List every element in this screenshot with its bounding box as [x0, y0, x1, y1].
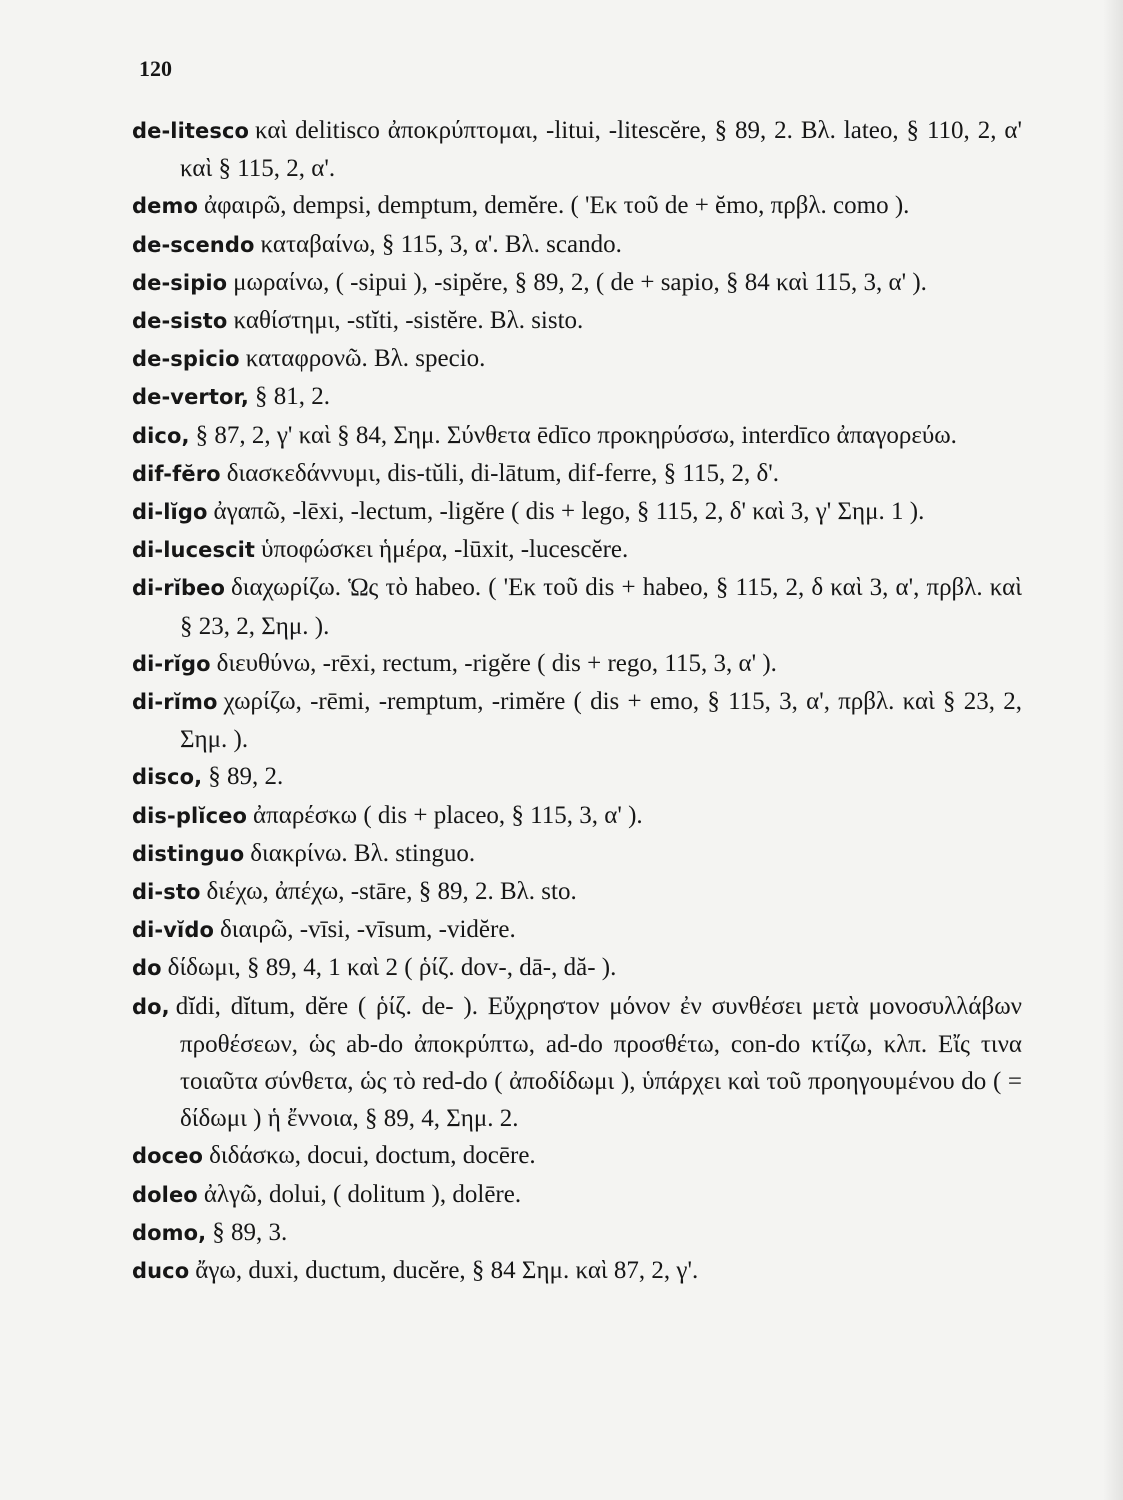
entry-text: καθίστημι, -stĭti, -sistĕre. Βλ. sisto.: [233, 307, 584, 335]
entry-duco: [132, 1252, 1022, 1290]
entry-text: ὑποφώσκει ἡμέρα, -lūxit, -lucescĕre.: [261, 536, 629, 564]
entry-di-rimo: [132, 683, 1022, 758]
entry-de-sisto: [132, 302, 1022, 340]
entry-headword: dis-plĭceo: [132, 803, 247, 828]
entry-text: § 89, 3.: [212, 1218, 288, 1246]
entry-distinguo: [132, 835, 1022, 873]
entry-text: μωραίνω, ( -sipui ), -sipĕre, § 89, 2, ( de + sapio, § 84 καὶ 115, 3, α' ).: [233, 268, 927, 296]
entry-headword: di-sto: [132, 880, 201, 905]
entry-text: δίδωμι, § 89, 4, 1 καὶ 2 ( ῥίζ. dov-, dā-, dă- ).: [167, 954, 617, 982]
entry-headword: di-lucescit: [132, 538, 256, 563]
entry-text: διέχω, ἀπέχω, -stāre, § 89, 2. Βλ. sto.: [206, 878, 577, 906]
entry-text: ἀπαρέσκω ( dis + placeo, § 115, 3, α' ).: [253, 801, 643, 829]
entry-text: χωρίζω, -rēmi, -remptum, -rimĕre ( dis + emo, § 115, 3, α', πρβλ. καὶ § 23, 2, Σημ. ).: [180, 688, 1022, 754]
entry-headword: dif-fĕro: [132, 461, 221, 486]
entry-text: ἄγω, duxi, ductum, ducĕre, § 84 Σημ. καὶ 87, 2, γ'.: [195, 1257, 699, 1285]
entry-headword: disco,: [132, 765, 203, 790]
entry-text: καταβαίνω, § 115, 3, α'. Βλ. scando.: [260, 230, 622, 258]
entry-headword: dico,: [132, 423, 190, 448]
page-edge-shadow: [1103, 0, 1123, 1500]
entry-dis-pliceo: [132, 797, 1022, 835]
entry-do-1: [132, 949, 1022, 987]
entry-text: διευθύνω, -rēxi, rectum, -rigĕre ( dis + rego, 115, 3, α' ).: [216, 649, 777, 677]
entry-di-rigo: [132, 645, 1022, 683]
entry-text: διδάσκω, docui, doctum, docēre.: [209, 1142, 536, 1170]
entry-di-ligo: [132, 493, 1022, 531]
entry-text: § 87, 2, γ' καὶ § 84, Σημ. Σύνθετα ēdīco προκηρύσσω, interdīco ἀπαγορεύω.: [195, 421, 957, 449]
entry-headword: demo: [132, 194, 198, 219]
entry-headword: di-rĭgo: [132, 651, 211, 676]
entry-headword: de-sisto: [132, 309, 228, 334]
entry-headword: de-spicio: [132, 347, 240, 372]
entry-text: διασκεδάννυμι, dis-tŭli, di-lātum, dif-ferre, § 115, 2, δ'.: [226, 459, 780, 487]
page-number: 120: [139, 56, 172, 81]
entry-de-sipio: [132, 264, 1022, 302]
entry-headword: duco: [132, 1259, 190, 1284]
entry-domo: [132, 1214, 1022, 1252]
entry-de-litesco: [132, 112, 1022, 187]
entry-headword: de-scendo: [132, 232, 255, 257]
entry-headword: di-rĭmo: [132, 690, 218, 715]
entry-do-2: [132, 988, 1022, 1138]
entry-di-sto: [132, 873, 1022, 911]
entry-dico: [132, 417, 1022, 455]
entry-text: διαχωρίζω. Ὡς τὸ habeo. ( 'Εκ τοῦ dis + habeo, § 115, 2, δ καὶ 3, α', πρβλ. καὶ § 23, 2, Σημ. ).: [180, 574, 1022, 640]
entry-de-vertor: [132, 378, 1022, 416]
entry-text: dĭdi, dĭtum, dĕre ( ῥίζ. de- ). Εὔχρηστον μόνον ἐν συνθέσει μετὰ μονοσυλλάβων προθέσεων, ὡς ab-do ἀποκρύπτω, ad-do προσθέτω, con-do κτίζω, κλπ. Εἴς τινα τοιαῦτα σύνθετα, ὡς τὸ red-do ( ἀποδίδωμι ), ὑπάρχει καὶ τοῦ προηγουμένου do ( = δίδωμι ) ἡ ἔννοια, § 89, 4, Σημ. 2.: [175, 992, 1023, 1133]
entry-headword: de-sipio: [132, 270, 228, 295]
entry-disco: [132, 758, 1022, 796]
entry-text: διακρίνω. Βλ. stinguo.: [250, 839, 476, 867]
entry-headword: di-lĭgo: [132, 500, 208, 525]
entry-de-scendo: [132, 226, 1022, 264]
entry-demo: [132, 187, 1022, 225]
entry-headword: do: [132, 956, 162, 981]
entry-headword: di-vĭdo: [132, 918, 214, 943]
entry-headword: de-vertor,: [132, 385, 249, 410]
entry-headword: doleo: [132, 1182, 198, 1207]
entry-text: καὶ delitisco ἀποκρύπτομαι, -litui, -litescĕre, § 89, 2. Βλ. lateo, § 110, 2, α' καὶ § 115, 2, α'.: [180, 117, 1022, 183]
entry-text: ἀγαπῶ, -lēxi, -lectum, -ligĕre ( dis + lego, § 115, 2, δ' καὶ 3, γ' Σημ. 1 ).: [213, 498, 925, 526]
entry-text: ἀλγῶ, dolui, ( dolitum ), dolēre.: [203, 1180, 522, 1208]
entry-di-lucescit: [132, 531, 1022, 569]
entry-headword: de-litesco: [132, 119, 250, 143]
entry-text: καταφρονῶ. Βλ. specio.: [245, 345, 486, 373]
entry-text: § 89, 2.: [208, 763, 284, 791]
entry-headword: distinguo: [132, 841, 245, 866]
entry-doceo: [132, 1137, 1022, 1175]
entry-headword: domo,: [132, 1220, 207, 1245]
entry-doleo: [132, 1176, 1022, 1214]
entry-headword: di-rĭbeo: [132, 576, 226, 601]
entry-di-vido: [132, 911, 1022, 949]
entry-text: ἀφαιρῶ, dempsi, demptum, demĕre. ( 'Εκ τοῦ de + ĕmo, πρβλ. como ).: [203, 192, 910, 220]
entry-text: § 81, 2.: [255, 383, 330, 411]
entry-text: διαιρῶ, -vīsi, -vīsum, -vidĕre.: [220, 916, 516, 944]
entry-de-spicio: [132, 340, 1022, 378]
entry-headword: doceo: [132, 1144, 204, 1169]
entry-di-ribeo: [132, 569, 1022, 644]
entry-headword: do,: [132, 994, 170, 1019]
entry-dif-fero: [132, 455, 1022, 493]
dictionary-entries: [132, 112, 1022, 1290]
